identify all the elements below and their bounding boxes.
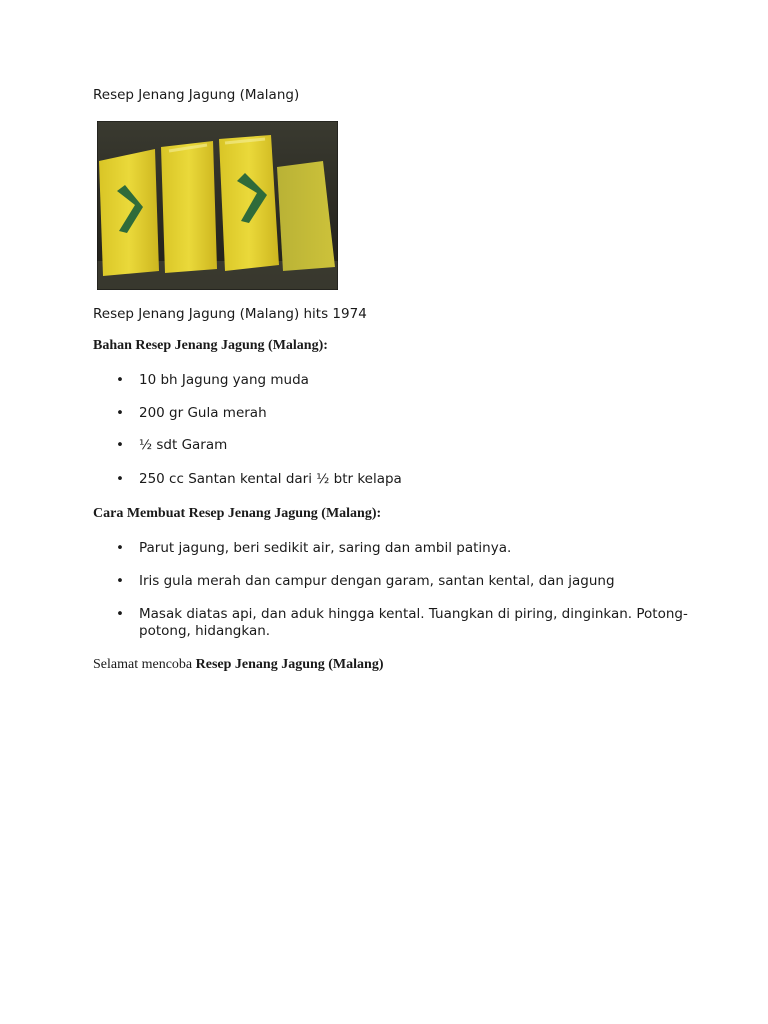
list-item [116, 573, 615, 590]
list-item [116, 437, 227, 454]
method-heading: Cara Membuat Resep Jenang Jagung (Malang): [93, 506, 382, 521]
list-item [116, 471, 402, 488]
bullet-icon: • [116, 540, 124, 556]
list-item [116, 540, 511, 557]
bullet-icon: • [116, 405, 124, 421]
bullet-icon: • [116, 606, 124, 622]
step-text: Masak diatas api, dan aduk hingga kental. Tuangkan di piring, dinginkan. Potong-potong, hidangkan. [139, 606, 688, 639]
closing-line [93, 657, 384, 673]
ingredient-text: 250 cc Santan kental dari ½ btr kelapa [139, 471, 402, 487]
ingredient-text: 10 bh Jagung yang muda [139, 372, 309, 388]
ingredient-text: ½ sdt Garam [139, 437, 228, 453]
bullet-icon: • [116, 437, 124, 453]
bullet-icon: • [116, 471, 124, 487]
document-title: Resep Jenang Jagung (Malang) [93, 87, 300, 103]
bullet-icon: • [116, 372, 124, 388]
step-text: Iris gula merah dan campur dengan garam, santan kental, dan jagung [139, 573, 615, 589]
photo-caption: Resep Jenang Jagung (Malang) hits 1974 [93, 306, 367, 322]
jenang-jagung-photo [97, 121, 338, 290]
ingredient-text: 200 gr Gula merah [139, 405, 267, 421]
closing-prefix: Selamat mencoba [93, 657, 196, 672]
closing-bold: Resep Jenang Jagung (Malang) [195, 657, 384, 672]
step-text: Parut jagung, beri sedikit air, saring dan ambil patinya. [139, 540, 512, 556]
bullet-icon: • [116, 573, 124, 589]
list-item [116, 372, 309, 389]
list-item [116, 405, 267, 422]
ingredients-heading: Bahan Resep Jenang Jagung (Malang): [93, 338, 328, 353]
list-item [116, 606, 699, 640]
